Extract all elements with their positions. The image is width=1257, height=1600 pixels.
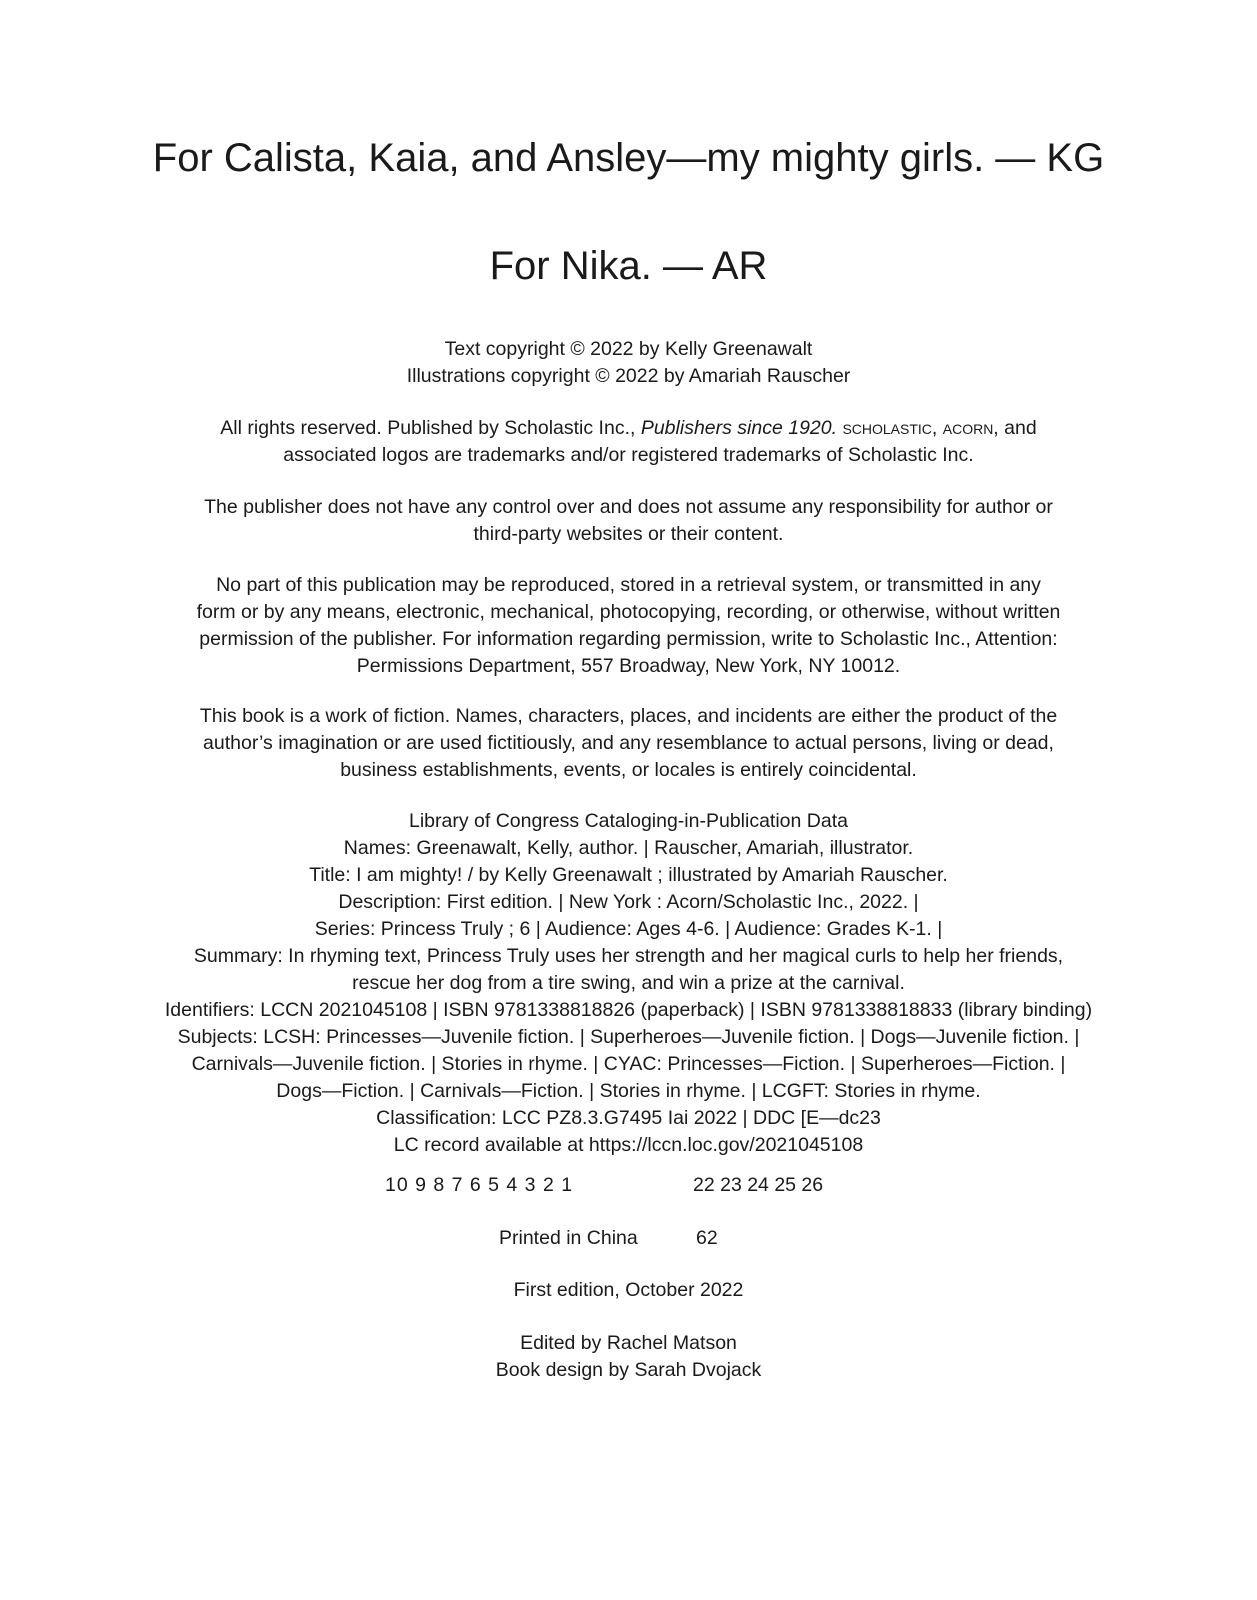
rights-line-1 [80, 415, 1177, 442]
edition-statement [80, 1277, 1177, 1304]
permission-line: No part of this publication may be reproduced, stored in a retrieval system, or transmitted in any [216, 574, 1041, 596]
cip-classification: Classification: LCC PZ8.3.G7495 Iai 2022 | DDC [E—dc23 [376, 1107, 881, 1129]
disclaimer-line: third-party websites or their content. [473, 523, 784, 545]
dedication-kg: For Calista, Kaia, and Ansley—my mighty girls. — KG [152, 136, 1105, 180]
cip-summary-cont: rescue her dog from a tire swing, and win a prize at the carnival. [352, 972, 905, 994]
fiction-line: business establishments, events, or locales is entirely coincidental. [340, 759, 917, 781]
cip-subjects-cont: Dogs—Fiction. | Carnivals—Fiction. | Stories in rhyme. | LCGFT: Stories in rhyme. [276, 1080, 981, 1102]
rights-line-2: associated logos are trademarks and/or registered trademarks of Scholastic Inc. [283, 444, 974, 466]
permission-line: permission of the publisher. For information regarding permission, write to Scholastic Inc., Attention: [199, 628, 1058, 650]
cip-data [80, 808, 1177, 1159]
dedication-ar: For Nika. — AR [489, 244, 768, 288]
cip-series: Series: Princess Truly ; 6 | Audience: Ages 4-6. | Audience: Grades K-1. | [314, 918, 943, 940]
edition-line: First edition, October 2022 [513, 1279, 744, 1301]
cip-names: Names: Greenawalt, Kelly, author. | Rauscher, Amariah, illustrator. [343, 837, 914, 859]
printing-years: 22 23 24 25 26 [693, 1174, 824, 1196]
illustrations-copyright: Illustrations copyright © 2022 by Amariah Rauscher [406, 365, 851, 387]
fiction-line: author’s imagination or are used fictitiously, and any resemblance to actual persons, living or dead, [203, 732, 1054, 754]
rights-text-part2: and [998, 417, 1037, 439]
copyright-notice [80, 336, 1177, 390]
permission-line: form or by any means, electronic, mechanical, photocopying, recording, or otherwise, without written [196, 601, 1061, 623]
cip-subjects-cont: Carnivals—Juvenile fiction. | Stories in rhyme. | CYAC: Princesses—Fiction. | Superheroes—Fiction. | [191, 1053, 1066, 1075]
fiction-notice [80, 703, 1177, 784]
cip-title: Title: I am mighty! / by Kelly Greenawalt ; illustrated by Amariah Rauscher. [309, 864, 948, 886]
cip-heading: Library of Congress Cataloging-in-Publication Data [409, 810, 848, 832]
cip-lc-record: LC record available at https://lccn.loc.gov/2021045108 [393, 1134, 864, 1156]
rights-notice [80, 415, 1177, 469]
rights-publishers-since: Publishers since 1920. [640, 417, 838, 439]
cip-description: Description: First edition. | New York : Acorn/Scholastic Inc., 2022. | [338, 891, 919, 913]
cip-identifiers: Identifiers: LCCN 2021045108 | ISBN 9781338818826 (paperback) | ISBN 9781338818833 (library binding) [164, 999, 1093, 1021]
fiction-line: This book is a work of fiction. Names, characters, places, and incidents are either the product of the [199, 705, 1058, 727]
credits [80, 1330, 1177, 1384]
cip-subjects: Subjects: LCSH: Princesses—Juvenile fiction. | Superheroes—Juvenile fiction. | Dogs—Juvenile fiction. | [177, 1026, 1080, 1048]
disclaimer-line: The publisher does not have any control over and does not assume any responsibility for author or [204, 496, 1053, 518]
publisher-disclaimer [80, 494, 1177, 548]
cip-summary: Summary: In rhyming text, Princess Truly uses her strength and her magical curls to help her friends, [193, 945, 1064, 967]
permission-line: Permissions Department, 557 Broadway, New York, NY 10012. [356, 655, 901, 677]
printer-code: 62 [696, 1227, 718, 1249]
editor-credit: Edited by Rachel Matson [520, 1332, 737, 1354]
permission-notice [80, 572, 1177, 680]
printing-number-line: 10 9 8 7 6 5 4 3 2 1 [385, 1174, 574, 1196]
design-credit: Book design by Sarah Dvojack [495, 1359, 762, 1381]
printed-in: Printed in China [499, 1227, 638, 1249]
rights-trademarks: scholastic, acorn, [837, 417, 999, 439]
text-copyright: Text copyright © 2022 by Kelly Greenawalt [444, 338, 813, 360]
rights-text-part1: All rights reserved. Published by Scholastic Inc., [220, 417, 641, 439]
